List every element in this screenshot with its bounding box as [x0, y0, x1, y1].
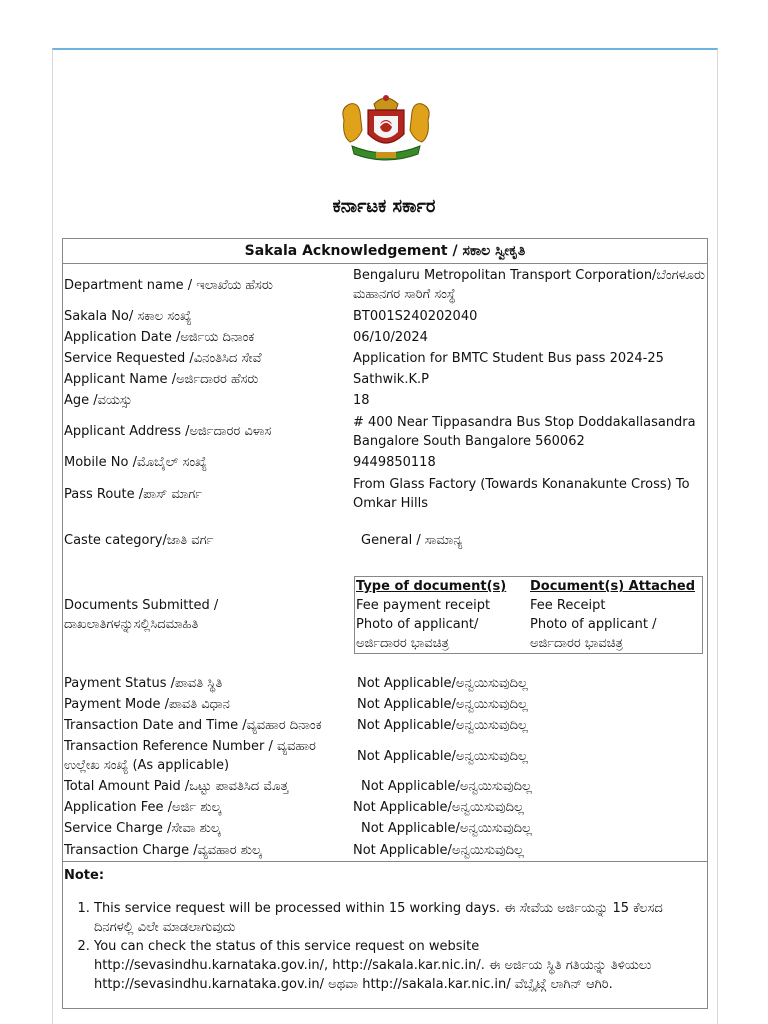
applicant-name-label: Applicant Name /ಅರ್ಜಿದಾರರ ಹೆಸರು	[64, 372, 259, 387]
row-transaction-date	[63, 715, 707, 736]
table-row	[355, 596, 703, 615]
pass-route-label: Pass Route /ಪಾಸ್ ಮಾರ್ಗ	[64, 486, 203, 502]
row-service-charge	[63, 818, 707, 839]
sakala-no-value: BT001S240202040	[353, 309, 478, 324]
mobile-label: Mobile No /ಮೊಬೈಲ್ ಸಂಖ್ಯೆ	[64, 455, 207, 470]
row-documents-submitted	[63, 565, 707, 665]
applicant-name-value: Sathwik.K.P	[353, 372, 429, 387]
mobile-value: 9449850118	[353, 455, 436, 470]
row-transaction-charge	[63, 839, 707, 861]
row-age	[63, 390, 707, 411]
payment-mode-label: Payment Mode /ಪಾವತಿ ವಿಧಾನ	[64, 697, 230, 712]
note-title: Note:	[64, 868, 105, 883]
row-applicant-name	[63, 369, 707, 390]
transaction-reference-value: Not Applicable/ಅನ್ವಯಿಸುವುದಿಲ್ಲ	[357, 748, 528, 764]
row-mobile	[63, 452, 707, 473]
documents-header-row	[355, 577, 703, 597]
documents-submitted-label: Documents Submitted / ದಾಖಲಾತಿಗಳನ್ನುಸಲ್ಲಿಸಿದಮಾಹಿತಿ	[64, 598, 219, 632]
table-row	[355, 615, 703, 654]
list-item: 2. You can check the status of this service request on website http://sevasindhu.karnataka.gov.in/, http://sakala.kar.nic.in/. ಈ ಅರ್ಜಿಯ ಸ್ಥಿತಿ ಗತಿಯನ್ನು ತಿಳಿಯಲು http://sevasindhu.karnataka.gov.in/ ಅಥವಾ http://sakala.kar.nic.in/ ವೆಬ್ಸೈಟ್ಗೆ ಲಾಗಿನ್ ಆಗಿರಿ.	[94, 937, 706, 994]
application-date-label: Application Date /ಅರ್ಜಿಯ ದಿನಾಂಕ	[64, 330, 255, 345]
age-label: Age /ವಯಸ್ಸು	[64, 393, 133, 408]
row-application-fee	[63, 797, 707, 818]
sakala-no-label: Sakala No/ ಸಕಾಲ ಸಂಖ್ಯೆ	[64, 309, 192, 324]
transaction-date-label: Transaction Date and Time /ವ್ಯವಹಾರ ದಿನಾಂಕ	[64, 718, 322, 733]
transaction-charge-value: Not Applicable/ಅನ್ವಯಿಸುವುದಿಲ್ಲ	[353, 842, 524, 858]
payment-mode-value: Not Applicable/ಅನ್ವಯಿಸುವುದಿಲ್ಲ	[357, 697, 528, 712]
acknowledgement-table	[62, 238, 708, 1009]
service-requested-value: Application for BMTC Student Bus pass 2024-25	[353, 351, 664, 366]
row-application-date	[63, 327, 707, 348]
row-department	[63, 264, 707, 306]
karnataka-emblem-icon	[336, 90, 436, 168]
note-section	[63, 861, 707, 1008]
transaction-charge-label: Transaction Charge /ವ್ಯವಹಾರ ಶುಲ್ಕ	[64, 842, 262, 858]
row-sakala-no	[63, 306, 707, 327]
department-label: Department name / ಇಲಾಖೆಯ ಹೆಸರು	[64, 277, 273, 293]
government-title: ಕರ್ನಾಟಕ ಸರ್ಕಾರ	[332, 196, 436, 217]
documents-table	[354, 576, 703, 654]
row-total-amount	[63, 776, 707, 797]
application-fee-label: Application Fee /ಅರ್ಜಿ ಶುಲ್ಕ	[64, 800, 222, 815]
documents-attached-header: Document(s) Attached	[530, 579, 696, 594]
row-transaction-reference	[63, 736, 707, 776]
row-pass-route	[63, 473, 707, 515]
application-fee-value: Not Applicable/ಅನ್ವಯಿಸುವುದಿಲ್ಲ	[353, 800, 524, 815]
payment-status-value: Not Applicable/ಅನ್ವಯಿಸುವುದಿಲ್ಲ	[357, 676, 528, 691]
list-item: 1. This service request will be processed within 15 working days. ಈ ಸೇವೆಯ ಅರ್ಜಿಯನ್ನು 15 ಕೆಲಸದ ದಿನಗಳಲ್ಲಿ ವಿಲೇ ಮಾಡಲಾಗುವುದು	[94, 899, 706, 937]
service-requested-label: Service Requested /ವಿನಂತಿಸಿದ ಸೇವೆ	[64, 351, 262, 366]
applicant-address-value: # 400 Near Tippasandra Bus Stop Doddakallasandra Bangalore South Bangalore 560062	[353, 414, 696, 449]
application-date-value: 06/10/2024	[353, 330, 428, 345]
transaction-reference-label: Transaction Reference Number / ವ್ಯವಹಾರ ಉಲ್ಲೇಖ ಸಂಖ್ಯೆ (As applicable)	[64, 739, 316, 773]
documents-type-header: Type of document(s)	[356, 579, 507, 594]
note-list	[64, 899, 706, 994]
caste-category-value: General / ಸಾಮಾನ್ಯ	[361, 532, 463, 548]
acknowledgement-title: Sakala Acknowledgement / ಸಕಾಲ ಸ್ವೀಕೃತಿ	[63, 239, 707, 264]
total-amount-value: Not Applicable/ಅನ್ವಯಿಸುವುದಿಲ್ಲ	[361, 779, 532, 794]
pass-route-value: From Glass Factory (Towards Konanakunte Cross) To Omkar Hills	[353, 477, 690, 511]
document-attached-cell: Fee Receipt	[530, 598, 606, 613]
service-charge-label: Service Charge /ಸೇವಾ ಶುಲ್ಕ	[64, 821, 221, 836]
row-caste-category	[63, 515, 707, 565]
document-type-cell: Photo of applicant/ಅರ್ಜಿದಾರರ ಭಾವಚಿತ್ರ	[356, 617, 479, 651]
row-payment-status	[63, 673, 707, 694]
caste-category-label: Caste category/ಜಾತಿ ವರ್ಗ	[64, 532, 214, 548]
transaction-date-value: Not Applicable/ಅನ್ವಯಿಸುವುದಿಲ್ಲ	[357, 718, 528, 733]
total-amount-label: Total Amount Paid /ಒಟ್ಟು ಪಾವತಿಸಿದ ಮೊತ್ತ	[64, 779, 289, 794]
row-applicant-address	[63, 411, 707, 452]
row-service-requested	[63, 348, 707, 369]
age-value: 18	[353, 393, 370, 408]
document-attached-cell: Photo of applicant / ಅರ್ಜಿದಾರರ ಭಾವಚಿತ್ರ	[530, 617, 657, 651]
service-charge-value: Not Applicable/ಅನ್ವಯಿಸುವುದಿಲ್ಲ	[361, 821, 532, 836]
department-value: Bengaluru Metropolitan Transport Corporation/ಬೆಂಗಳೂರು ಮಹಾನಗರ ಸಾರಿಗೆ ಸಂಸ್ಥೆ	[353, 268, 705, 302]
documents-cell	[353, 576, 707, 654]
row-payment-mode	[63, 694, 707, 715]
payment-status-label: Payment Status /ಪಾವತಿ ಸ್ಥಿತಿ	[64, 676, 223, 691]
applicant-address-label: Applicant Address /ಅರ್ಜಿದಾರರ ವಿಳಾಸ	[64, 424, 272, 439]
document-type-cell: Fee payment receipt	[356, 598, 491, 613]
